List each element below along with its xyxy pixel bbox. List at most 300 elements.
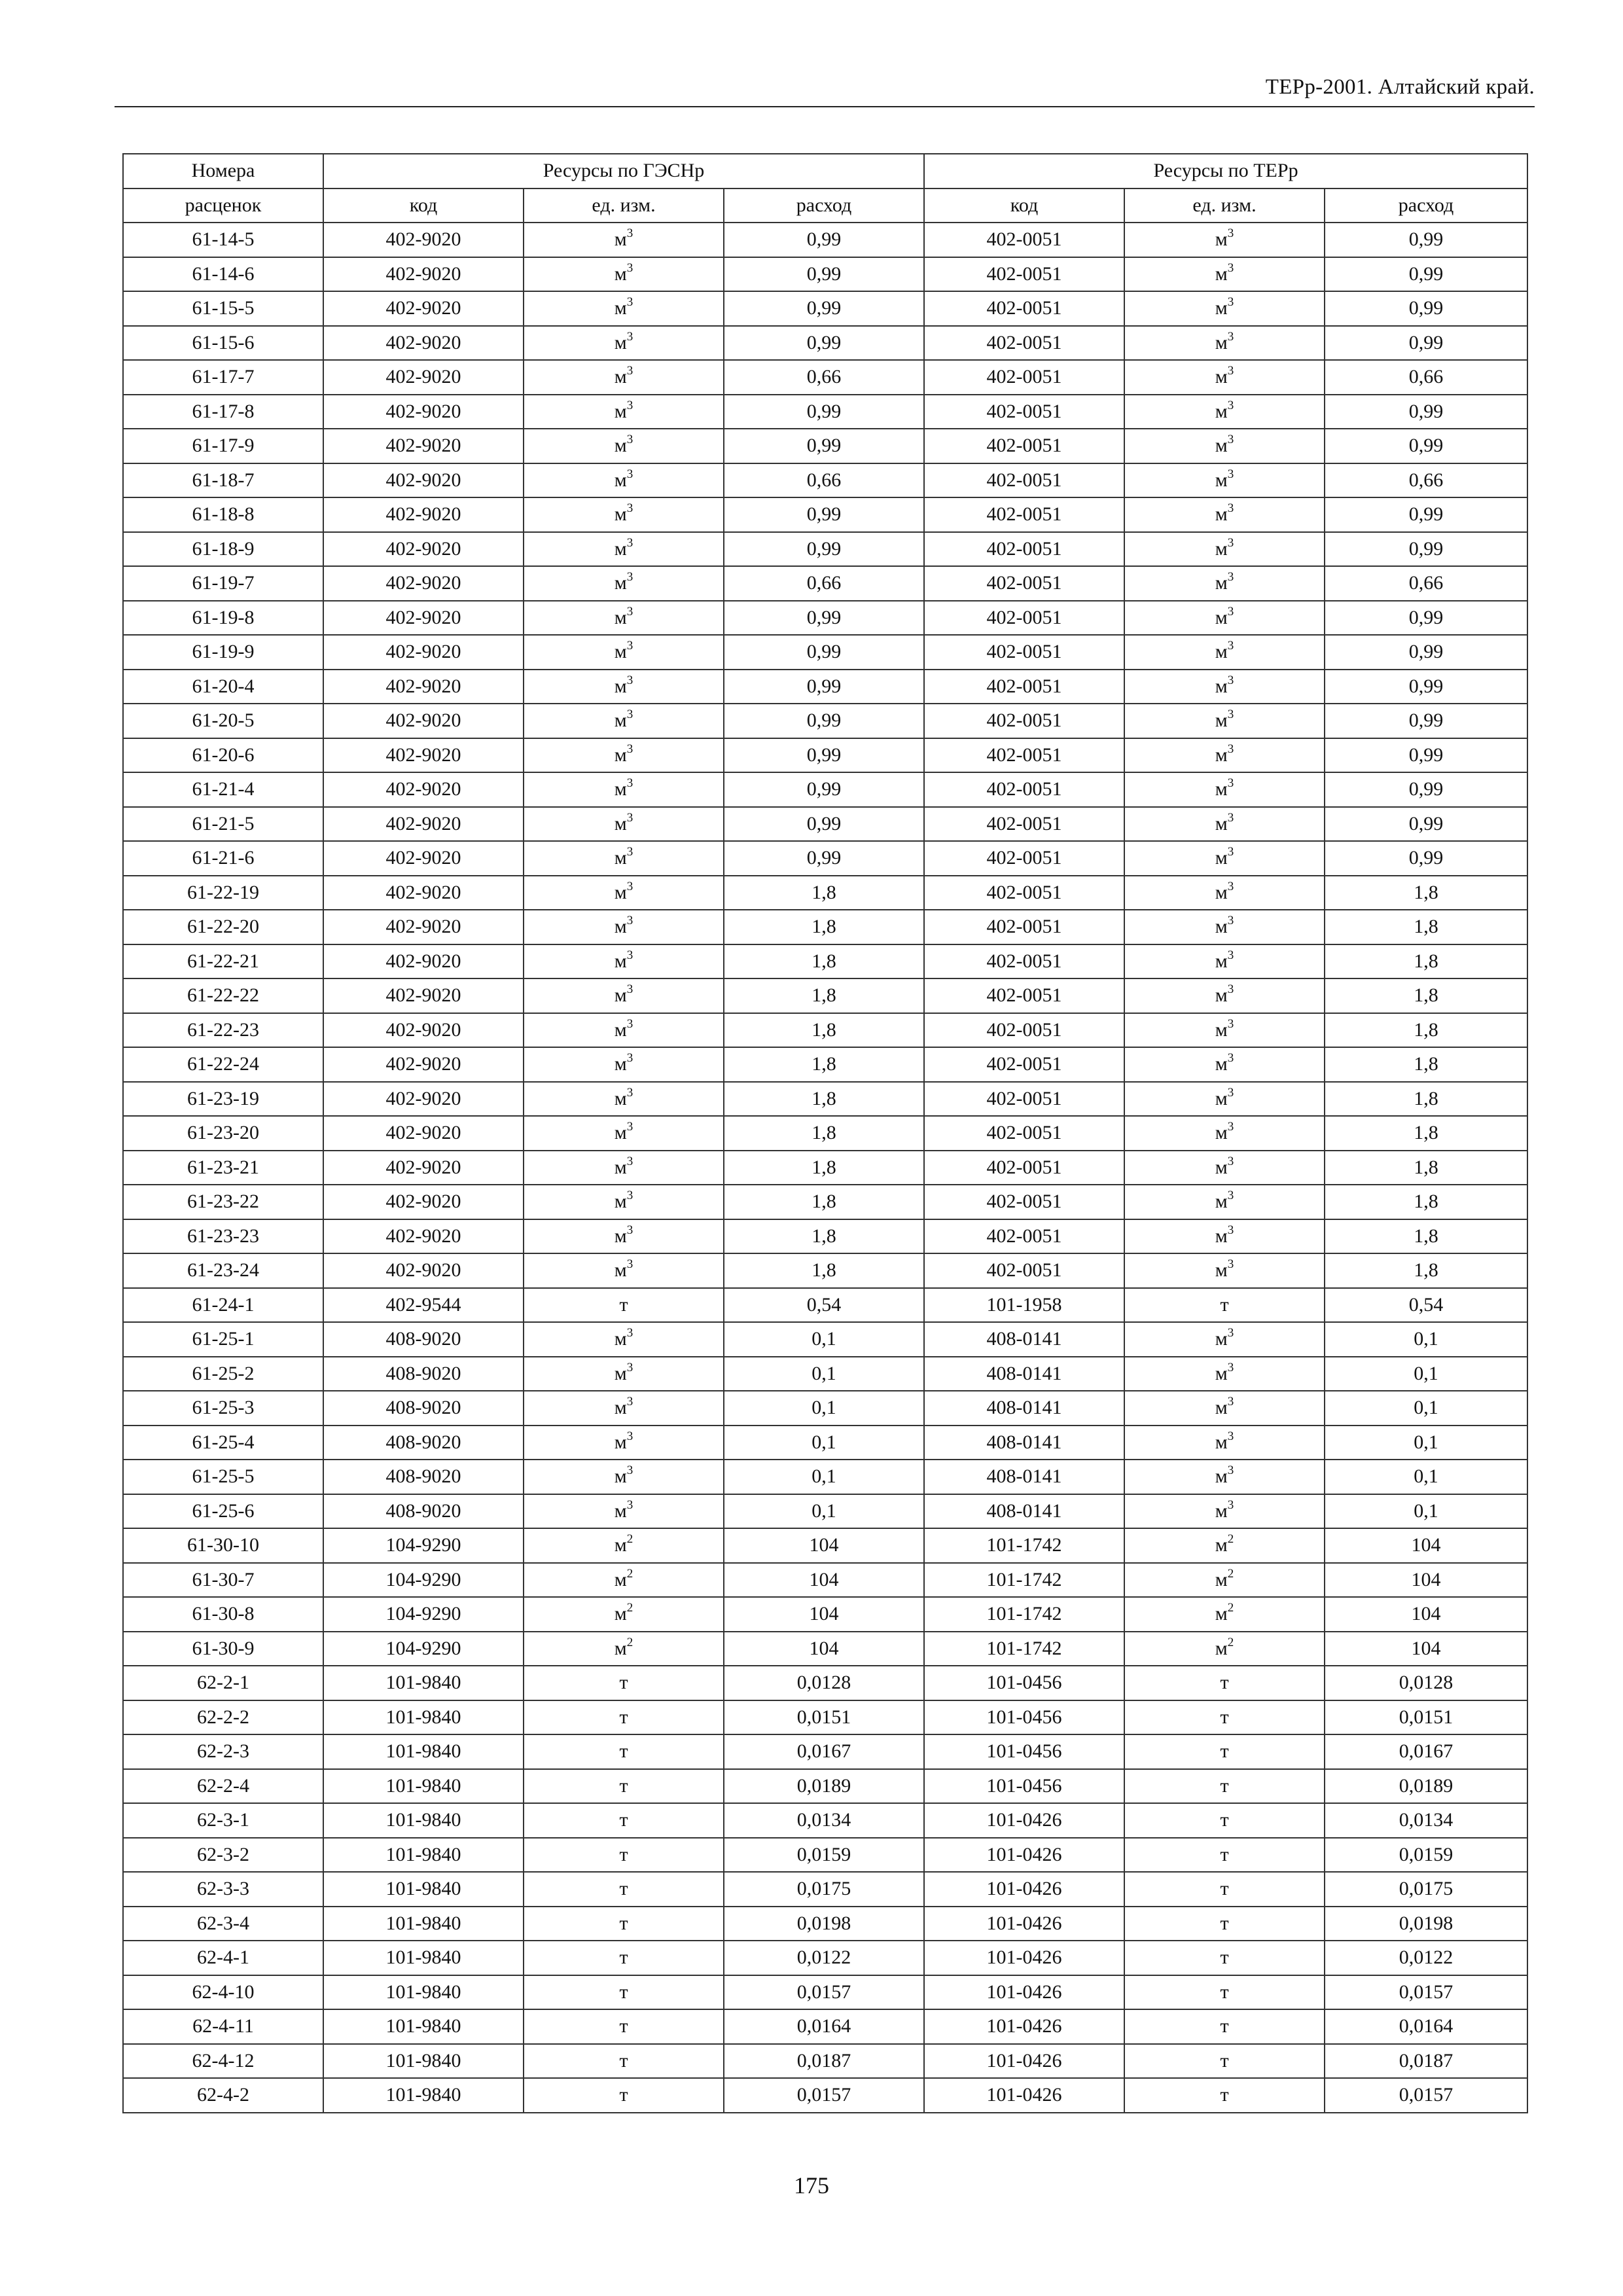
table-row: [123, 326, 1527, 361]
unit-base: м: [614, 1568, 627, 1590]
unit-exponent: 3: [626, 810, 633, 825]
table-row: [123, 1357, 1527, 1391]
cell-gesnr-code: 402-9020: [323, 532, 524, 567]
cell-gesnr-unit: [524, 1116, 724, 1151]
table-row: [123, 1563, 1527, 1598]
cell-gesnr-unit: [524, 497, 724, 532]
cell-terr-code: 402-0051: [924, 910, 1124, 944]
cell-terr-consumption: 0,99: [1325, 223, 1527, 257]
cell-terr-code: 402-0051: [924, 978, 1124, 1013]
cell-terr-code: 101-0426: [924, 2078, 1124, 2113]
unit-exponent: 3: [1227, 570, 1234, 584]
unit-base: м: [1215, 1431, 1228, 1453]
cell-terr-unit: [1124, 1013, 1325, 1048]
cell-gesnr-code: 402-9020: [323, 360, 524, 395]
cell-terr-unit: [1124, 497, 1325, 532]
unit-base: м: [614, 778, 627, 800]
cell-gesnr-unit: [524, 1528, 724, 1563]
cell-gesnr-unit: [524, 1322, 724, 1357]
cell-rate-number: 61-14-5: [123, 223, 323, 257]
cell-terr-code: 402-0051: [924, 807, 1124, 842]
cell-terr-consumption: 0,99: [1325, 429, 1527, 463]
cell-gesnr-consumption: 0,0189: [724, 1769, 924, 1804]
cell-gesnr-unit: т: [524, 1803, 724, 1838]
cell-gesnr-code: 402-9544: [323, 1288, 524, 1323]
cell-gesnr-code: 402-9020: [323, 876, 524, 910]
cell-terr-code: 101-0426: [924, 2044, 1124, 2079]
cell-rate-number: 61-17-8: [123, 395, 323, 429]
cell-terr-code: 101-0456: [924, 1666, 1124, 1700]
cell-gesnr-unit: [524, 876, 724, 910]
table-row: [123, 738, 1527, 773]
cell-gesnr-unit: т: [524, 1734, 724, 1769]
cell-gesnr-code: 402-9020: [323, 704, 524, 738]
cell-terr-consumption: 0,99: [1325, 291, 1527, 326]
cell-terr-unit: [1124, 1082, 1325, 1117]
cell-gesnr-consumption: 0,1: [724, 1460, 924, 1494]
cell-gesnr-consumption: 1,8: [724, 1151, 924, 1185]
cell-terr-unit: [1124, 395, 1325, 429]
unit-base: м: [1215, 1191, 1228, 1213]
unit-exponent: 2: [1227, 1532, 1234, 1547]
unit-base: м: [614, 1465, 627, 1488]
cell-gesnr-consumption: 1,8: [724, 1082, 924, 1117]
cell-gesnr-consumption: 104: [724, 1597, 924, 1632]
table-row: [123, 257, 1527, 292]
cell-gesnr-unit: [524, 395, 724, 429]
cell-terr-unit: т: [1124, 1872, 1325, 1907]
header-gesnr-consumption: расход: [724, 188, 924, 223]
unit-exponent: 3: [1227, 501, 1234, 516]
table-row: [123, 463, 1527, 498]
cell-terr-consumption: 1,8: [1325, 876, 1527, 910]
unit-exponent: 3: [626, 1395, 633, 1409]
unit-exponent: 3: [626, 914, 633, 928]
unit-exponent: 3: [626, 398, 633, 412]
unit-base: м: [1215, 641, 1228, 663]
cell-rate-number: 61-25-3: [123, 1391, 323, 1426]
cell-rate-number: 61-22-23: [123, 1013, 323, 1048]
unit-exponent: 3: [626, 639, 633, 653]
unit-exponent: 3: [1227, 1257, 1234, 1272]
table-row: [123, 978, 1527, 1013]
cell-gesnr-unit: [524, 532, 724, 567]
cell-gesnr-code: 402-9020: [323, 326, 524, 361]
cell-terr-unit: [1124, 1322, 1325, 1357]
table-row: [123, 1151, 1527, 1185]
unit-base: м: [1215, 537, 1228, 560]
cell-terr-unit: [1124, 291, 1325, 326]
cell-gesnr-consumption: 1,8: [724, 1253, 924, 1288]
cell-terr-unit: т: [1124, 1907, 1325, 1941]
unit-base: м: [614, 1362, 627, 1384]
unit-exponent: 3: [626, 604, 633, 619]
cell-terr-consumption: 0,0122: [1325, 1941, 1527, 1975]
cell-terr-code: 408-0141: [924, 1460, 1124, 1494]
cell-terr-code: 408-0141: [924, 1494, 1124, 1529]
table-row: [123, 2078, 1527, 2113]
cell-terr-consumption: 0,99: [1325, 395, 1527, 429]
cell-gesnr-code: 402-9020: [323, 670, 524, 704]
cell-gesnr-unit: [524, 807, 724, 842]
unit-base: м: [614, 812, 627, 834]
cell-gesnr-code: 101-9840: [323, 1666, 524, 1700]
unit-base: м: [1215, 297, 1228, 319]
cell-terr-code: 101-0426: [924, 1872, 1124, 1907]
unit-base: м: [614, 1534, 627, 1556]
cell-terr-code: 402-0051: [924, 1185, 1124, 1219]
cell-gesnr-unit: [524, 1047, 724, 1082]
cell-gesnr-consumption: 0,1: [724, 1391, 924, 1426]
unit-base: м: [614, 1087, 627, 1109]
cell-gesnr-consumption: 0,66: [724, 463, 924, 498]
cell-gesnr-consumption: 0,99: [724, 497, 924, 532]
cell-gesnr-unit: т: [524, 1941, 724, 1975]
cell-gesnr-code: 101-9840: [323, 1734, 524, 1769]
header-terr-consumption: расход: [1325, 188, 1527, 223]
cell-terr-code: 101-0426: [924, 1838, 1124, 1873]
table-row: [123, 1219, 1527, 1254]
unit-exponent: 3: [1227, 226, 1234, 241]
unit-base: м: [1215, 1122, 1228, 1144]
unit-exponent: 3: [1227, 914, 1234, 928]
unit-exponent: 3: [1227, 535, 1234, 550]
cell-gesnr-consumption: 0,99: [724, 532, 924, 567]
unit-exponent: 3: [626, 708, 633, 722]
cell-gesnr-unit: [524, 1151, 724, 1185]
cell-rate-number: 61-17-7: [123, 360, 323, 395]
cell-gesnr-code: 402-9020: [323, 566, 524, 601]
unit-base: м: [614, 847, 627, 869]
unit-base: м: [614, 366, 627, 388]
cell-terr-unit: т: [1124, 1769, 1325, 1804]
cell-terr-code: 402-0051: [924, 738, 1124, 773]
unit-exponent: 3: [1227, 810, 1234, 825]
cell-rate-number: 61-21-6: [123, 841, 323, 876]
cell-terr-unit: [1124, 326, 1325, 361]
cell-terr-unit: т: [1124, 1700, 1325, 1735]
cell-gesnr-code: 101-9840: [323, 1975, 524, 2010]
cell-gesnr-code: 402-9020: [323, 807, 524, 842]
cell-gesnr-consumption: 0,99: [724, 704, 924, 738]
cell-gesnr-code: 104-9290: [323, 1597, 524, 1632]
cell-rate-number: 62-2-1: [123, 1666, 323, 1700]
cell-terr-consumption: 104: [1325, 1597, 1527, 1632]
table-row: [123, 670, 1527, 704]
unit-exponent: 3: [1227, 1360, 1234, 1374]
unit-base: м: [614, 1053, 627, 1075]
cell-terr-consumption: 0,99: [1325, 601, 1527, 636]
cell-terr-consumption: 0,99: [1325, 532, 1527, 567]
cell-gesnr-unit: [524, 257, 724, 292]
cell-rate-number: 61-23-23: [123, 1219, 323, 1254]
cell-terr-code: 101-0426: [924, 1803, 1124, 1838]
cell-gesnr-unit: т: [524, 1872, 724, 1907]
cell-gesnr-code: 408-9020: [323, 1391, 524, 1426]
unit-base: м: [1215, 675, 1228, 697]
unit-base: м: [614, 1122, 627, 1144]
header-gesnr-unit: ед. изм.: [524, 188, 724, 223]
cell-rate-number: 61-15-5: [123, 291, 323, 326]
unit-base: м: [1215, 847, 1228, 869]
table-row: [123, 291, 1527, 326]
unit-exponent: 3: [626, 1120, 633, 1134]
cell-gesnr-code: 402-9020: [323, 1013, 524, 1048]
cell-rate-number: 61-21-4: [123, 772, 323, 807]
cell-terr-unit: [1124, 1116, 1325, 1151]
page-number: 175: [794, 2172, 829, 2198]
unit-exponent: 3: [626, 879, 633, 893]
cell-terr-code: 402-0051: [924, 876, 1124, 910]
unit-base: м: [614, 950, 627, 972]
cell-terr-unit: [1124, 1253, 1325, 1288]
cell-gesnr-unit: [524, 944, 724, 979]
cell-terr-unit: [1124, 429, 1325, 463]
cell-terr-unit: [1124, 841, 1325, 876]
unit-exponent: 3: [1227, 639, 1234, 653]
unit-exponent: 2: [626, 1532, 633, 1547]
unit-exponent: 3: [1227, 1463, 1234, 1478]
unit-base: м: [1215, 812, 1228, 834]
cell-terr-unit: [1124, 223, 1325, 257]
cell-gesnr-code: 402-9020: [323, 395, 524, 429]
cell-rate-number: 61-20-5: [123, 704, 323, 738]
unit-exponent: 2: [1227, 1566, 1234, 1581]
cell-terr-consumption: 0,0187: [1325, 2044, 1527, 2079]
cell-gesnr-consumption: 0,99: [724, 738, 924, 773]
cell-gesnr-code: 402-9020: [323, 1253, 524, 1288]
cell-terr-unit: [1124, 1494, 1325, 1529]
unit-base: м: [1215, 1603, 1228, 1625]
unit-base: м: [1215, 1499, 1228, 1522]
table-row: [123, 772, 1527, 807]
cell-rate-number: 61-20-6: [123, 738, 323, 773]
unit-exponent: 3: [1227, 364, 1234, 378]
cell-terr-consumption: 0,1: [1325, 1391, 1527, 1426]
unit-base: м: [1215, 1328, 1228, 1350]
unit-base: м: [1215, 503, 1228, 526]
cell-terr-code: 402-0051: [924, 944, 1124, 979]
cell-terr-code: 408-0141: [924, 1322, 1124, 1357]
cell-gesnr-consumption: 1,8: [724, 944, 924, 979]
cell-terr-consumption: 0,1: [1325, 1357, 1527, 1391]
cell-rate-number: 61-30-9: [123, 1632, 323, 1666]
cell-terr-consumption: 1,8: [1325, 1047, 1527, 1082]
unit-base: м: [1215, 469, 1228, 491]
cell-terr-unit: [1124, 601, 1325, 636]
cell-gesnr-unit: [524, 1563, 724, 1598]
cell-gesnr-consumption: 0,0175: [724, 1872, 924, 1907]
unit-exponent: 3: [626, 364, 633, 378]
cell-terr-consumption: 0,99: [1325, 635, 1527, 670]
cell-terr-consumption: 0,0159: [1325, 1838, 1527, 1873]
header-terr-unit: ед. изм.: [1124, 188, 1325, 223]
cell-gesnr-unit: т: [524, 1975, 724, 2010]
cell-gesnr-consumption: 0,0157: [724, 2078, 924, 2113]
cell-terr-consumption: 0,0128: [1325, 1666, 1527, 1700]
cell-terr-consumption: 1,8: [1325, 910, 1527, 944]
cell-gesnr-consumption: 0,99: [724, 326, 924, 361]
unit-exponent: 3: [626, 948, 633, 962]
unit-base: м: [614, 469, 627, 491]
unit-base: м: [1215, 1156, 1228, 1178]
cell-terr-consumption: 0,0134: [1325, 1803, 1527, 1838]
table-row: [123, 601, 1527, 636]
cell-gesnr-unit: [524, 1632, 724, 1666]
cell-terr-code: 402-0051: [924, 1047, 1124, 1082]
cell-terr-unit: [1124, 738, 1325, 773]
cell-gesnr-code: 402-9020: [323, 978, 524, 1013]
cell-gesnr-unit: [524, 1391, 724, 1426]
cell-terr-consumption: 0,99: [1325, 807, 1527, 842]
unit-base: м: [614, 1431, 627, 1453]
cell-terr-code: 402-0051: [924, 670, 1124, 704]
cell-terr-unit: [1124, 1185, 1325, 1219]
table-row: [123, 1528, 1527, 1563]
table-row: [123, 1185, 1527, 1219]
cell-gesnr-code: 402-9020: [323, 429, 524, 463]
unit-exponent: 2: [1227, 1601, 1234, 1615]
cell-gesnr-consumption: 104: [724, 1632, 924, 1666]
cell-rate-number: 61-22-20: [123, 910, 323, 944]
cell-gesnr-code: 101-9840: [323, 1803, 524, 1838]
cell-gesnr-consumption: 0,99: [724, 807, 924, 842]
unit-exponent: 3: [1227, 604, 1234, 619]
cell-terr-unit: [1124, 910, 1325, 944]
cell-terr-unit: [1124, 978, 1325, 1013]
table-header-row-2: [123, 188, 1527, 223]
cell-rate-number: 61-30-10: [123, 1528, 323, 1563]
unit-exponent: 3: [1227, 1120, 1234, 1134]
cell-terr-consumption: 0,99: [1325, 257, 1527, 292]
cell-gesnr-consumption: 0,1: [724, 1357, 924, 1391]
unit-base: м: [1215, 331, 1228, 353]
cell-gesnr-consumption: 1,8: [724, 1116, 924, 1151]
cell-rate-number: 62-2-2: [123, 1700, 323, 1735]
table-row: [123, 532, 1527, 567]
cell-terr-code: 402-0051: [924, 532, 1124, 567]
cell-terr-consumption: 0,99: [1325, 772, 1527, 807]
cell-gesnr-unit: т: [524, 1288, 724, 1323]
cell-terr-unit: [1124, 704, 1325, 738]
unit-base: м: [614, 435, 627, 457]
unit-exponent: 3: [1227, 1016, 1234, 1031]
unit-base: м: [614, 881, 627, 903]
cell-gesnr-code: 101-9840: [323, 1907, 524, 1941]
cell-terr-consumption: 1,8: [1325, 1116, 1527, 1151]
cell-terr-unit: т: [1124, 2044, 1325, 2079]
table-row: [123, 1803, 1527, 1838]
cell-gesnr-unit: [524, 1357, 724, 1391]
unit-base: м: [614, 572, 627, 594]
unit-base: м: [614, 1259, 627, 1282]
unit-base: м: [614, 537, 627, 560]
cell-terr-consumption: 0,66: [1325, 566, 1527, 601]
unit-exponent: 3: [626, 673, 633, 687]
header-gesnr-code: код: [323, 188, 524, 223]
cell-rate-number: 62-4-12: [123, 2044, 323, 2079]
table-row: [123, 910, 1527, 944]
cell-gesnr-consumption: 0,1: [724, 1322, 924, 1357]
unit-exponent: 2: [1227, 1635, 1234, 1649]
cell-terr-unit: [1124, 1219, 1325, 1254]
cell-gesnr-consumption: 1,8: [724, 910, 924, 944]
cell-rate-number: 61-19-8: [123, 601, 323, 636]
cell-rate-number: 61-23-22: [123, 1185, 323, 1219]
cell-gesnr-code: 402-9020: [323, 1082, 524, 1117]
table-row: [123, 1597, 1527, 1632]
cell-terr-unit: т: [1124, 2009, 1325, 2044]
unit-base: м: [614, 675, 627, 697]
cell-terr-code: 402-0051: [924, 772, 1124, 807]
unit-exponent: 3: [1227, 1223, 1234, 1237]
unit-base: м: [614, 1191, 627, 1213]
cell-rate-number: 62-4-2: [123, 2078, 323, 2113]
unit-base: м: [1215, 262, 1228, 285]
cell-gesnr-unit: т: [524, 1700, 724, 1735]
table-row: [123, 223, 1527, 257]
unit-exponent: 3: [1227, 467, 1234, 481]
cell-terr-unit: [1124, 1597, 1325, 1632]
unit-base: м: [1215, 1225, 1228, 1247]
cell-gesnr-code: 402-9020: [323, 1185, 524, 1219]
cell-terr-consumption: 0,99: [1325, 497, 1527, 532]
resources-table: [122, 153, 1528, 2113]
cell-gesnr-code: 402-9020: [323, 738, 524, 773]
cell-terr-code: 101-0426: [924, 1941, 1124, 1975]
cell-gesnr-code: 402-9020: [323, 944, 524, 979]
unit-base: м: [1215, 400, 1228, 422]
table-row: [123, 876, 1527, 910]
cell-terr-unit: [1124, 772, 1325, 807]
unit-base: м: [614, 1499, 627, 1522]
cell-gesnr-code: 402-9020: [323, 635, 524, 670]
header-terr-resources: Ресурсы по ТЕРр: [924, 154, 1527, 188]
cell-terr-code: 402-0051: [924, 601, 1124, 636]
cell-gesnr-unit: [524, 978, 724, 1013]
cell-terr-code: 101-0426: [924, 1907, 1124, 1941]
unit-exponent: 3: [1227, 982, 1234, 997]
cell-rate-number: 61-19-9: [123, 635, 323, 670]
unit-base: м: [1215, 228, 1228, 251]
cell-terr-unit: [1124, 1426, 1325, 1460]
cell-gesnr-code: 101-9840: [323, 1769, 524, 1804]
cell-terr-code: 101-0426: [924, 2009, 1124, 2044]
table-row: [123, 1288, 1527, 1323]
cell-terr-code: 402-0051: [924, 360, 1124, 395]
unit-base: м: [1215, 778, 1228, 800]
table-row: [123, 1116, 1527, 1151]
cell-terr-consumption: 0,0157: [1325, 2078, 1527, 2113]
table-row: [123, 807, 1527, 842]
unit-exponent: 3: [626, 1223, 633, 1237]
cell-rate-number: 61-30-7: [123, 1563, 323, 1598]
cell-terr-consumption: 0,99: [1325, 670, 1527, 704]
cell-gesnr-consumption: 0,99: [724, 291, 924, 326]
cell-terr-consumption: 0,0164: [1325, 2009, 1527, 2044]
cell-gesnr-consumption: 0,99: [724, 772, 924, 807]
cell-terr-consumption: 104: [1325, 1632, 1527, 1666]
cell-terr-consumption: 0,99: [1325, 738, 1527, 773]
cell-terr-unit: т: [1124, 1975, 1325, 2010]
unit-exponent: 3: [626, 570, 633, 584]
unit-base: м: [614, 709, 627, 732]
table-row: [123, 1975, 1527, 2010]
cell-terr-consumption: 1,8: [1325, 1151, 1527, 1185]
unit-exponent: 3: [626, 1429, 633, 1443]
cell-gesnr-code: 101-9840: [323, 2009, 524, 2044]
cell-terr-consumption: 0,1: [1325, 1322, 1527, 1357]
